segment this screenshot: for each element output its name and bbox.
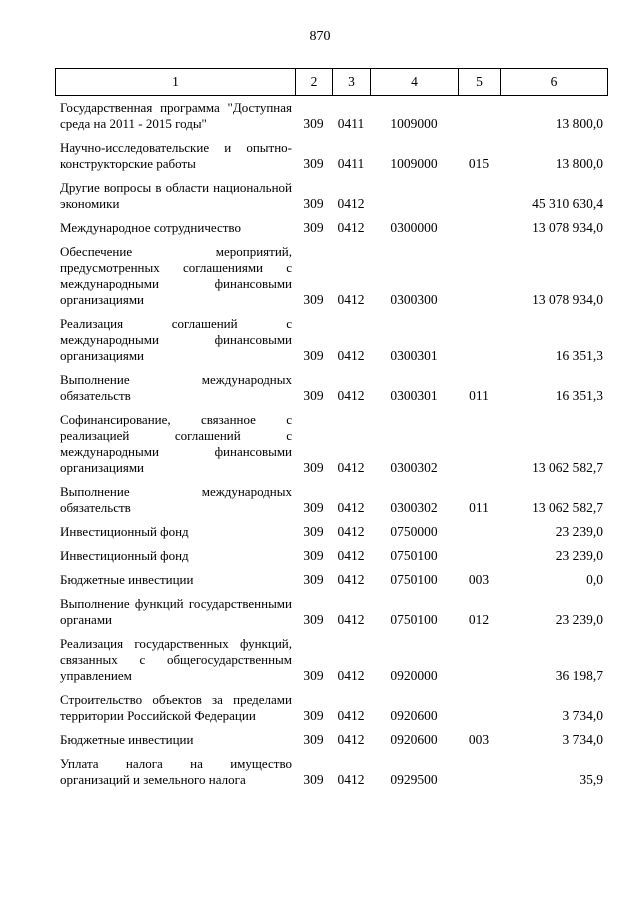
row-name-cell: Другие вопросы в области национальной экономики <box>60 180 292 211</box>
table-row <box>55 484 608 516</box>
column-header-1: 1 <box>56 69 296 95</box>
row-expense-type-cell: 012 <box>468 612 490 627</box>
column-header-2: 2 <box>296 69 333 95</box>
row-target-code-cell: 0300000 <box>390 220 438 235</box>
row-amount-cell: 16 351,3 <box>555 388 603 403</box>
table-row <box>55 572 608 588</box>
row-section-code-cell: 0412 <box>337 292 365 307</box>
row-ministry-code-cell: 309 <box>303 524 324 539</box>
row-name-cell: Реализация соглашений с международными финансовыми организациями <box>60 316 292 363</box>
row-ministry-code-cell: 309 <box>303 548 324 563</box>
row-ministry-code-cell: 309 <box>303 196 324 211</box>
row-ministry-code-cell: 309 <box>303 116 324 131</box>
row-amount-cell: 13 078 934,0 <box>532 220 603 235</box>
row-target-code-cell: 0920600 <box>390 708 438 723</box>
row-target-code-cell: 0920000 <box>390 668 438 683</box>
row-ministry-code-cell: 309 <box>303 292 324 307</box>
row-name-cell: Инвестиционный фонд <box>60 524 189 539</box>
row-amount-cell: 36 198,7 <box>555 668 603 683</box>
row-amount-cell: 13 078 934,0 <box>532 292 603 307</box>
row-amount-cell: 13 800,0 <box>555 116 603 131</box>
table-row <box>55 140 608 172</box>
row-name-cell: Международное сотрудничество <box>60 220 241 235</box>
row-section-code-cell: 0412 <box>337 220 365 235</box>
row-amount-cell: 23 239,0 <box>555 612 603 627</box>
row-name-cell: Строительство объектов за пределами территории Российской Федерации <box>60 692 292 723</box>
row-target-code-cell: 0750100 <box>390 612 438 627</box>
row-amount-cell: 35,9 <box>579 772 603 787</box>
row-name-cell: Научно-исследовательские и опытно-конструкторские работы <box>60 140 292 171</box>
row-target-code-cell: 0300301 <box>390 388 438 403</box>
row-target-code-cell: 0300300 <box>390 292 438 307</box>
row-name-cell: Выполнение международных обязательств <box>60 372 292 403</box>
table-header <box>55 68 608 96</box>
column-header-6: 6 <box>550 74 558 89</box>
page-number: 870 <box>309 29 331 44</box>
row-ministry-code-cell: 309 <box>303 612 324 627</box>
row-name-cell: Бюджетные инвестиции <box>60 572 194 587</box>
row-ministry-code-cell: 309 <box>303 668 324 683</box>
row-ministry-code-cell: 309 <box>303 732 324 747</box>
row-ministry-code-cell: 309 <box>303 388 324 403</box>
row-ministry-code-cell: 309 <box>303 220 324 235</box>
row-section-code-cell: 0411 <box>337 116 365 131</box>
row-amount-cell: 13 062 582,7 <box>532 460 603 475</box>
row-amount-cell: 0,0 <box>586 572 603 587</box>
row-target-code-cell: 0929500 <box>390 772 438 787</box>
row-amount-cell: 13 800,0 <box>555 156 603 171</box>
row-amount-cell: 45 310 630,4 <box>532 196 603 211</box>
row-ministry-code-cell: 309 <box>303 348 324 363</box>
row-name-cell: Уплата налога на имущество организаций и земельного налога <box>60 756 292 787</box>
row-ministry-code-cell: 309 <box>303 572 324 587</box>
row-ministry-code-cell: 309 <box>303 772 324 787</box>
table-row <box>55 180 608 212</box>
row-name-cell: Бюджетные инвестиции <box>60 732 194 747</box>
row-section-code-cell: 0412 <box>337 524 365 539</box>
row-ministry-code-cell: 309 <box>303 460 324 475</box>
row-section-code-cell: 0411 <box>337 156 365 171</box>
row-amount-cell: 3 734,0 <box>562 732 603 747</box>
table-row <box>55 756 608 788</box>
row-target-code-cell: 1009000 <box>390 156 438 171</box>
row-amount-cell: 23 239,0 <box>555 524 603 539</box>
row-amount-cell: 23 239,0 <box>555 548 603 563</box>
row-name-cell: Обеспечение мероприятий, предусмотренных соглашениями с международными финансовыми организациями <box>60 244 292 307</box>
table-row <box>55 220 608 236</box>
row-name-cell: Государственная программа "Доступная среда на 2011 - 2015 годы" <box>60 100 292 131</box>
row-section-code-cell: 0412 <box>337 732 365 747</box>
row-name-cell: Выполнение функций государственными органами <box>60 596 292 627</box>
row-expense-type-cell: 015 <box>468 156 490 171</box>
row-name-cell: Софинансирование, связанное с реализацией соглашений с международными финансовыми организациями <box>60 412 292 475</box>
row-section-code-cell: 0412 <box>337 708 365 723</box>
row-section-code-cell: 0412 <box>337 460 365 475</box>
row-target-code-cell: 0920600 <box>390 732 438 747</box>
row-section-code-cell: 0412 <box>337 548 365 563</box>
table-row <box>55 316 608 364</box>
row-amount-cell: 3 734,0 <box>562 708 603 723</box>
table-row <box>55 524 608 540</box>
row-section-code-cell: 0412 <box>337 348 365 363</box>
row-target-code-cell: 1009000 <box>390 116 438 131</box>
table-row <box>55 548 608 564</box>
row-section-code-cell: 0412 <box>337 612 365 627</box>
table-row <box>55 732 608 748</box>
table-row <box>55 596 608 628</box>
row-section-code-cell: 0412 <box>337 388 365 403</box>
row-section-code-cell: 0412 <box>337 196 365 211</box>
table-row <box>55 372 608 404</box>
row-ministry-code-cell: 309 <box>303 708 324 723</box>
row-name-cell: Инвестиционный фонд <box>60 548 189 563</box>
column-header-3: 3 <box>333 69 371 95</box>
row-ministry-code-cell: 309 <box>303 500 324 515</box>
table-row <box>55 100 608 132</box>
row-target-code-cell: 0750000 <box>390 524 438 539</box>
table-row <box>55 636 608 684</box>
table-row <box>55 244 608 308</box>
row-amount-cell: 13 062 582,7 <box>532 500 603 515</box>
table-body <box>55 97 608 788</box>
row-target-code-cell: 0750100 <box>390 548 438 563</box>
row-target-code-cell: 0300301 <box>390 348 438 363</box>
row-expense-type-cell: 011 <box>469 500 489 515</box>
row-section-code-cell: 0412 <box>337 572 365 587</box>
row-section-code-cell: 0412 <box>337 772 365 787</box>
row-ministry-code-cell: 309 <box>303 156 324 171</box>
row-expense-type-cell: 003 <box>468 572 490 587</box>
table-row <box>55 692 608 724</box>
row-amount-cell: 16 351,3 <box>555 348 603 363</box>
column-header-5: 5 <box>459 69 501 95</box>
row-target-code-cell: 0750100 <box>390 572 438 587</box>
row-expense-type-cell: 003 <box>468 732 490 747</box>
row-target-code-cell: 0300302 <box>390 500 438 515</box>
row-target-code-cell: 0300302 <box>390 460 438 475</box>
table-row <box>55 412 608 476</box>
row-section-code-cell: 0412 <box>337 500 365 515</box>
row-name-cell: Выполнение международных обязательств <box>60 484 292 515</box>
row-section-code-cell: 0412 <box>337 668 365 683</box>
column-header-4: 4 <box>371 69 459 95</box>
row-name-cell: Реализация государственных функций, связанных с общегосударственным управлением <box>60 636 292 683</box>
row-expense-type-cell: 011 <box>469 388 489 403</box>
